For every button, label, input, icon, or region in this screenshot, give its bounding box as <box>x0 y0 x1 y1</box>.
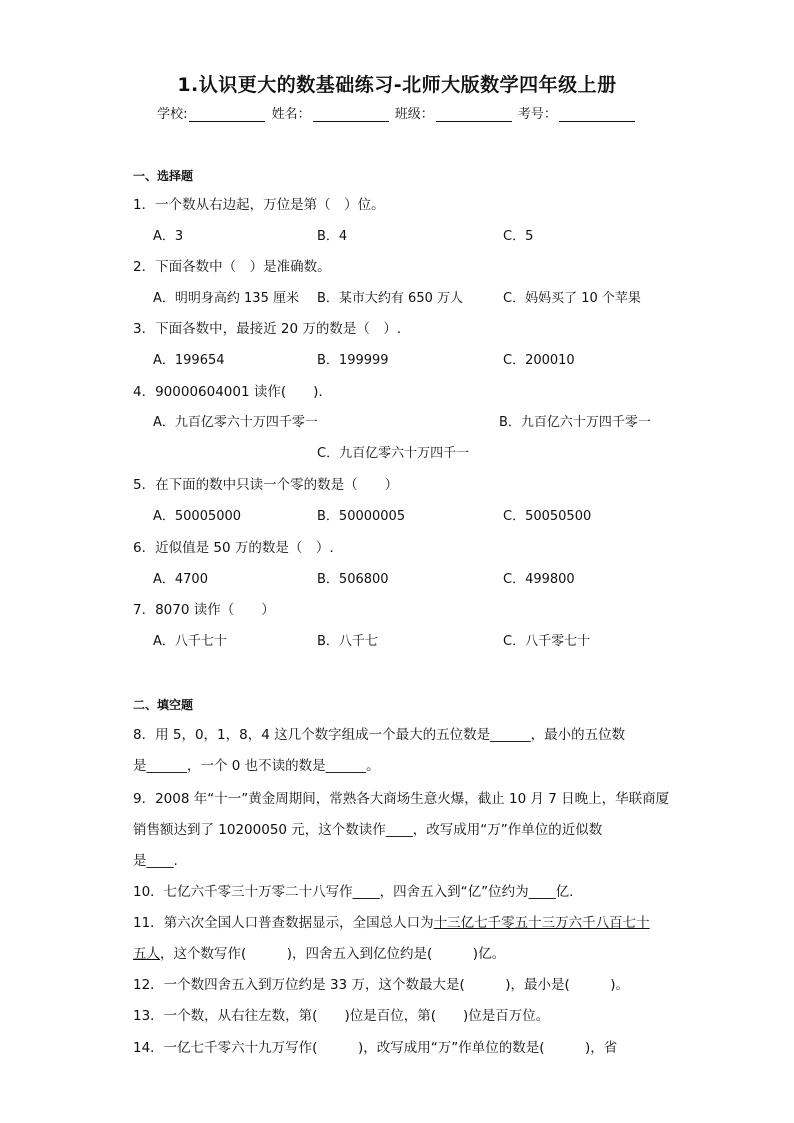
question-11-line-2 <box>133 942 505 962</box>
name-blank[interactable] <box>313 107 389 122</box>
question-8-line-2: 是______，一个 0 也不读的数是______。 <box>133 758 380 774</box>
question-7: 7．8070 读作（ ） <box>133 602 275 618</box>
q5-option-b[interactable]: B．50000005 <box>317 509 406 524</box>
q2-option-b[interactable]: B．某市大约有 650 万人 <box>317 291 463 306</box>
question-9-line-1: 9．2008 年“十一”黄金周期间，常熟各大商场生意火爆，截止 10 月 7 日晚上，华联商厦 <box>133 791 670 807</box>
exam-number-label: 考号： <box>517 107 557 122</box>
section-title-fill-blank: 二、填空题 <box>133 698 194 712</box>
question-9-line-3: 是____. <box>133 853 178 869</box>
q3-option-b[interactable]: B．199999 <box>317 353 389 368</box>
q4-option-c[interactable]: C．九百亿零六十万四千一 <box>317 446 470 461</box>
q7-option-c[interactable]: C．八千零七十 <box>503 634 591 649</box>
question-9-line-2: 销售额达到了 10200050 元，这个数读作____，改写成用“万”作单位的近似数 <box>133 822 603 838</box>
question-14: 14．一亿七千零六十九万写作( )，改写成用“万”作单位的数是( )，省 <box>133 1040 618 1056</box>
question-5: 5．在下面的数中只读一个零的数是（ ） <box>133 477 399 493</box>
q3-option-a[interactable]: A．199654 <box>153 353 225 368</box>
class-label: 班级： <box>394 107 434 122</box>
q6-option-a[interactable]: A．4700 <box>153 572 208 587</box>
q5-option-a[interactable]: A．50005000 <box>153 509 242 524</box>
q6-option-b[interactable]: B．506800 <box>317 572 389 587</box>
q4-option-a[interactable]: A．九百亿零六十万四千零一 <box>153 415 318 430</box>
q11-suffix: ，这个数写作( )，四舍五入到亿位约是( )亿。 <box>160 946 506 962</box>
q6-option-c[interactable]: C．499800 <box>503 572 575 587</box>
question-11-line-1 <box>133 911 650 931</box>
q4-option-b[interactable]: B．九百亿六十万四千零一 <box>499 415 651 430</box>
question-6: 6．近似值是 50 万的数是（ ）. <box>133 540 334 556</box>
question-12: 12．一个数四舍五入到万位约是 33 万，这个数最大是( )，最小是( )。 <box>133 977 630 993</box>
question-2: 2．下面各数中（ ）是准确数。 <box>133 259 331 275</box>
question-4: 4．90000604001 读作( ). <box>133 384 323 400</box>
q11-population-words: 十三亿七千零五十三万六千八百七十 <box>433 915 650 931</box>
q11-prefix: 11．第六次全国人口普查数据显示，全国总人口为 <box>133 915 434 931</box>
section-title-choice: 一、选择题 <box>133 169 194 183</box>
school-label: 学校: <box>157 107 188 122</box>
q1-option-b[interactable]: B．4 <box>317 229 348 244</box>
student-info-row <box>0 103 794 122</box>
q1-option-a[interactable]: A．3 <box>153 229 184 244</box>
question-1: 1．一个数从右边起，万位是第（ ）位。 <box>133 197 385 213</box>
q2-option-c[interactable]: C．妈妈买了 10 个苹果 <box>503 291 641 306</box>
question-8-line-1: 8．用 5，0，1，8，4 这几个数字组成一个最大的五位数是______，最小的五位数 <box>133 727 626 743</box>
q11-population-words-end: 五人 <box>133 946 160 962</box>
q7-option-b[interactable]: B．八千七 <box>317 634 378 649</box>
q3-option-c[interactable]: C．200010 <box>503 353 575 368</box>
q1-option-c[interactable]: C．5 <box>503 229 534 244</box>
question-3: 3．下面各数中，最接近 20 万的数是（ ）. <box>133 321 402 337</box>
name-label: 姓名： <box>271 107 311 122</box>
question-13: 13．一个数，从右往左数，第( )位是百位，第( )位是百万位。 <box>133 1008 550 1024</box>
question-10: 10．七亿六千零三十万零二十八写作____，四舍五入到“亿”位约为____亿. <box>133 884 574 900</box>
class-blank[interactable] <box>436 107 512 122</box>
exam-number-blank[interactable] <box>559 107 635 122</box>
page-title: 1.认识更大的数基础练习-北师大版数学四年级上册 <box>177 74 617 96</box>
school-blank[interactable] <box>189 107 265 122</box>
q5-option-c[interactable]: C．50050500 <box>503 509 592 524</box>
q2-option-a[interactable]: A．明明身高约 135 厘米 <box>153 291 299 306</box>
q7-option-a[interactable]: A．八千七十 <box>153 634 227 649</box>
